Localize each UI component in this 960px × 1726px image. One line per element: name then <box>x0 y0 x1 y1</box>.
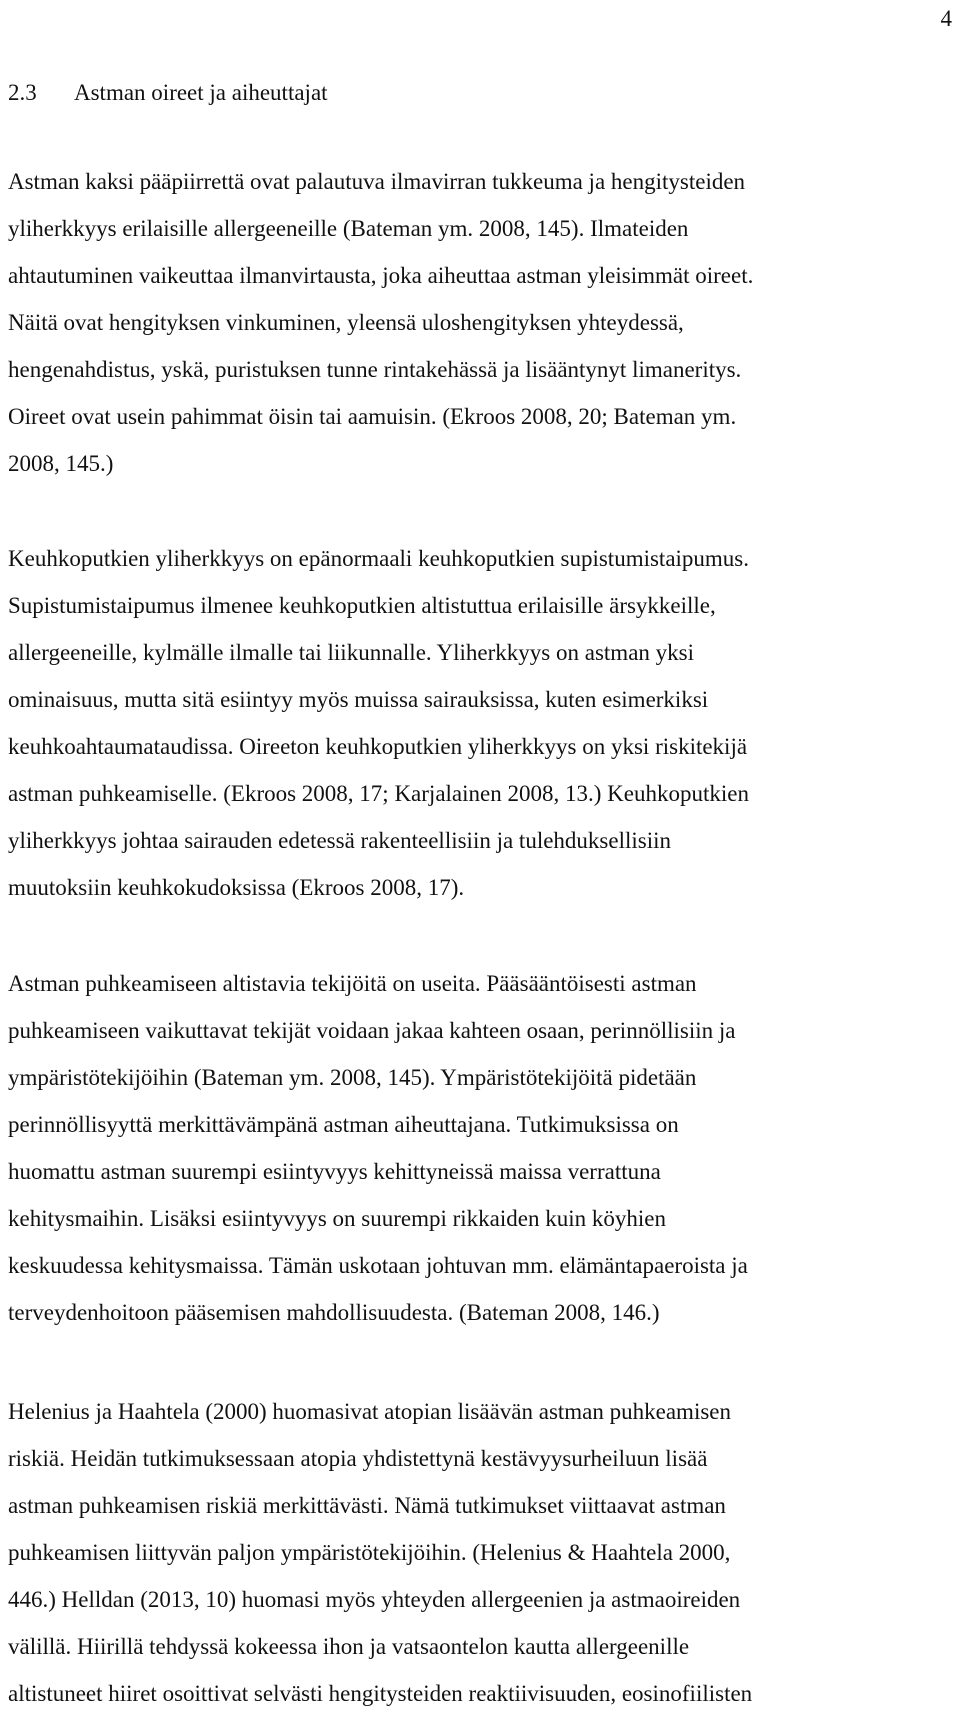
paragraph <box>8 1388 752 1717</box>
text-line: keskuudessa kehitysmaissa. Tämän uskotaan johtuvan mm. elämäntapaeroista ja <box>8 1253 748 1278</box>
text-line: Keuhkoputkien yliherkkyys on epänormaali keuhkoputkien supistumistaipumus. <box>8 546 750 571</box>
section-heading <box>8 78 328 108</box>
paragraph <box>8 535 749 911</box>
text-line: Astman puhkeamiseen altistavia tekijöitä on useita. Pääsääntöisesti astman <box>8 971 697 996</box>
text-line: ympäristötekijöihin (Bateman ym. 2008, 145). Ympäristötekijöitä pidetään <box>8 1065 697 1090</box>
text-line: puhkeamiseen vaikuttavat tekijät voidaan jakaa kahteen osaan, perinnöllisiin ja <box>8 1018 736 1043</box>
page-number: 4 <box>940 6 952 31</box>
text-line: 2008, 145.) <box>8 451 114 476</box>
paragraph <box>8 158 753 487</box>
text-line: Näitä ovat hengityksen vinkuminen, yleensä uloshengityksen yhteydessä, <box>8 310 684 335</box>
text-line: terveydenhoitoon pääsemisen mahdollisuudesta. (Bateman 2008, 146.) <box>8 1300 660 1325</box>
text-line: riskiä. Heidän tutkimuksessaan atopia yhdistettynä kestävyysurheiluun lisää <box>8 1446 708 1471</box>
text-line: yliherkkyys erilaisille allergeeneille (Bateman ym. 2008, 145). Ilmateiden <box>8 216 689 241</box>
text-line: muutoksiin keuhkokudoksissa (Ekroos 2008, 17). <box>8 875 465 900</box>
text-line: yliherkkyys johtaa sairauden edetessä rakenteellisiin ja tulehduksellisiin <box>8 828 671 853</box>
text-line: puhkeamisen liittyvän paljon ympäristötekijöihin. (Helenius & Haahtela 2000, <box>8 1540 731 1565</box>
text-line: 446.) Helldan (2013, 10) huomasi myös yhteyden allergeenien ja astmaoireiden <box>8 1587 741 1612</box>
text-line: Helenius ja Haahtela (2000) huomasivat atopian lisäävän astman puhkeamisen <box>8 1399 731 1424</box>
paragraph <box>8 960 748 1336</box>
text-line: hengenahdistus, yskä, puristuksen tunne rintakehässä ja lisääntynyt limaneritys. <box>8 357 742 382</box>
text-line: kehitysmaihin. Lisäksi esiintyvyys on suurempi rikkaiden kuin köyhien <box>8 1206 666 1231</box>
text-line: astman puhkeamisen riskiä merkittävästi. Nämä tutkimukset viittaavat astman <box>8 1493 726 1518</box>
text-line: altistuneet hiiret osoittivat selvästi hengitysteiden reaktiivisuuden, eosinofiilisten <box>8 1681 753 1706</box>
section-number: 2.3 <box>8 80 37 105</box>
section-title: Astman oireet ja aiheuttajat <box>74 80 328 105</box>
text-line: keuhkoahtaumataudissa. Oireeton keuhkoputkien yliherkkyys on yksi riskitekijä <box>8 734 748 759</box>
text-line: välillä. Hiirillä tehdyssä kokeessa ihon ja vatsaontelon kautta allergeenille <box>8 1634 690 1659</box>
text-line: Oireet ovat usein pahimmat öisin tai aamuisin. (Ekroos 2008, 20; Bateman ym. <box>8 404 737 429</box>
text-line: Astman kaksi pääpiirrettä ovat palautuva ilmavirran tukkeuma ja hengitysteiden <box>8 169 746 194</box>
text-line: astman puhkeamiselle. (Ekroos 2008, 17; Karjalainen 2008, 13.) Keuhkoputkien <box>8 781 749 806</box>
text-line: Supistumistaipumus ilmenee keuhkoputkien altistuttua erilaisille ärsykkeille, <box>8 593 716 618</box>
text-line: perinnöllisyyttä merkittävämpänä astman aiheuttajana. Tutkimuksissa on <box>8 1112 679 1137</box>
text-line: huomattu astman suurempi esiintyvyys kehittyneissä maissa verrattuna <box>8 1159 661 1184</box>
text-line: ahtautuminen vaikeuttaa ilmanvirtausta, joka aiheuttaa astman yleisimmät oireet. <box>8 263 754 288</box>
text-line: allergeeneille, kylmälle ilmalle tai liikunnalle. Yliherkkyys on astman yksi <box>8 640 694 665</box>
text-line: ominaisuus, mutta sitä esiintyy myös muissa sairauksissa, kuten esimerkiksi <box>8 687 709 712</box>
